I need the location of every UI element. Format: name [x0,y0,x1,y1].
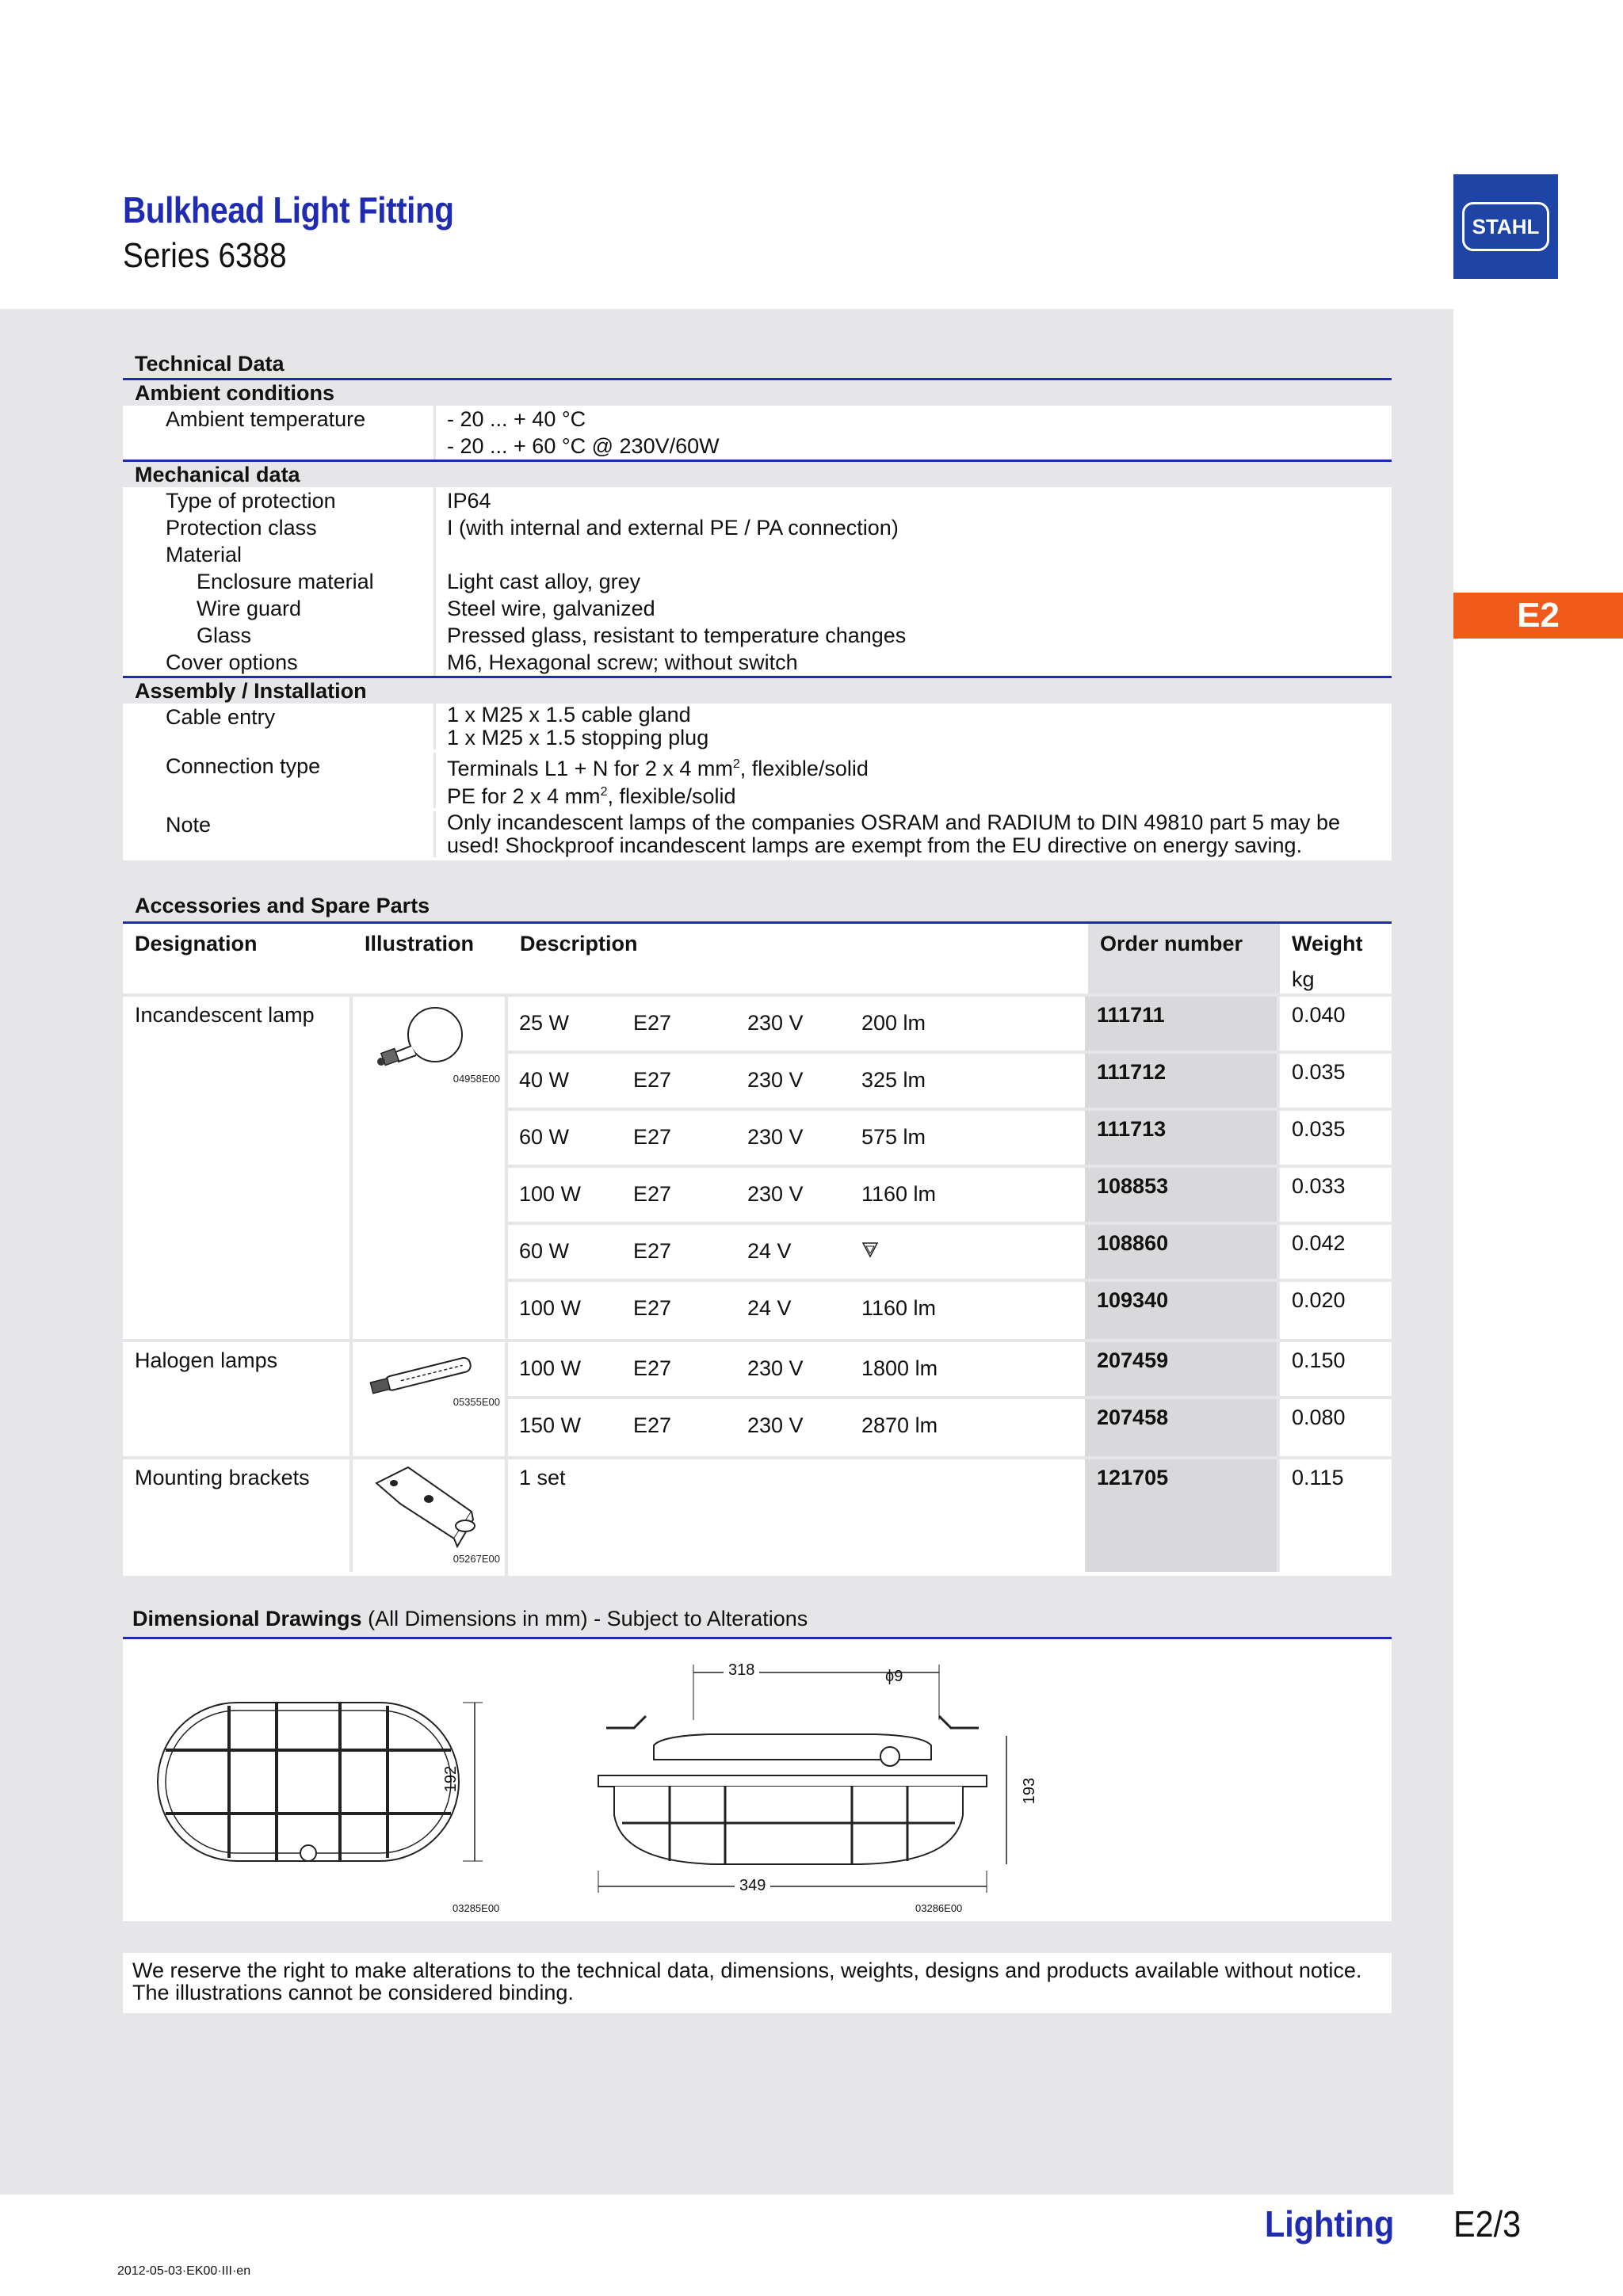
group-heading: Assembly / Installation [123,678,1392,704]
stahl-logo-text: STAHL [1462,202,1549,251]
group-rows [508,997,1392,1339]
data-row: Wire guard Steel wire, galvanized [123,595,1392,622]
dimensional-drawings [123,1639,1392,1921]
data-row: Protection class I (with internal and external PE / PA connection) [123,514,1392,541]
side-view-drawing-icon [590,1657,1066,1894]
side-height-label: 193 [1021,1777,1039,1805]
side-code: 03286E00 [915,1902,963,1914]
data-row: Glass Pressed glass, resistant to temperature changes [123,622,1392,649]
data-row: Ambient temperature - 20 ... + 40 °C - 20 ... + 60 °C @ 230V/60W [123,406,1392,460]
data-row: Note Only incandescent lamps of the companies OSRAM and RADIUM to DIN 49810 part 5 may be used! Shockproof incandescent lamps are exempt from the EU directive on energy saving. [123,811,1392,860]
disclaimer-notice: We reserve the right to make alterations to the technical data, dimensions, weights, designs and products available without notice. The illustrations cannot be considered binding. [123,1953,1392,2013]
col-weight: Weight kg [1292,932,1363,991]
data-row: Cable entry 1 x M25 x 1.5 cable gland 1 x M25 x 1.5 stopping plug [123,704,1392,753]
group-rows [508,1459,1392,1576]
accessories-table [123,924,1392,1576]
front-view-drawing-icon [142,1687,522,1869]
table-row: 100 W E27 230 V 1800 lm 207459 0.150 [508,1342,1392,1399]
table-row: 100 W E27 230 V 1160 lm 108853 0.033 [508,1168,1392,1225]
document-code: 2012-05-03·EK00·III·en [117,2264,251,2278]
table-row: 1 set 121705 0.115 [508,1459,1392,1572]
col-illustration: Illustration [365,932,475,955]
section-tab: E2 [1453,593,1623,639]
table-row: 25 W E27 230 V 200 lm 111711 0.040 [508,997,1392,1054]
technical-data-title: Technical Data [135,352,285,376]
table-row: 100 W E27 24 V 1160 lm 109340 0.020 [508,1282,1392,1339]
col-designation: Designation [135,932,258,955]
side-width-top-label: 318 [724,1661,759,1680]
illustration-halogen-lamp [353,1342,508,1456]
stahl-logo [1453,174,1558,279]
technical-data-table [123,380,1392,860]
front-height-label: 192 [442,1765,460,1793]
accessories-section-title-wrap [123,894,1392,924]
accessories-title: Accessories and Spare Parts [135,894,430,917]
group-name: Halogen lamps [123,1342,353,1456]
group-incandescent [123,997,1392,1342]
table-header [123,924,1392,997]
group-heading: Ambient conditions [123,380,1392,406]
group-mounting [123,1459,1392,1576]
data-row: Cover options M6, Hexagonal screw; without switch [123,649,1392,676]
table-row: 60 W E27 230 V 575 lm 111713 0.035 [508,1111,1392,1168]
side-width-bottom-label: 349 [735,1877,770,1895]
illustration-mounting-brackets [353,1459,508,1576]
data-row: Connection type Terminals L1 + N for 2 x 4 $mm^2$, flexible/solid PE for 2 x 4 $mm^2$, flexible/solid [123,753,1392,811]
table-row: 40 W E27 230 V 325 lm 111712 0.035 [508,1054,1392,1111]
data-row: Enclosure material Light cast alloy, grey [123,568,1392,595]
illustration-code: 05355E00 [453,1396,500,1408]
footer-section: Lighting [1265,2203,1395,2245]
group-name: Incandescent lamp [123,997,353,1339]
page-number: E2/3 [1453,2203,1522,2245]
illustration-code: 05267E00 [453,1553,500,1565]
group-halogen [123,1342,1392,1459]
front-code: 03285E00 [453,1902,500,1914]
group-name: Mounting brackets [123,1459,353,1572]
table-row: 150 W E27 230 V 2870 lm 207458 0.080 [508,1399,1392,1456]
side-hole-label: ϕ9 [885,1668,903,1685]
col-description: Description [520,932,638,955]
illustration-code: 04958E00 [453,1073,500,1085]
technical-data-section [123,352,1392,860]
group-heading: Mechanical data [123,462,1392,487]
page-title: Bulkhead Light Fitting [123,189,454,231]
data-row: Type of protection IP64 [123,487,1392,514]
col-order-number: Order number [1088,924,1280,994]
triangle-icon [861,1239,879,1279]
illustration-incandescent-lamp [353,997,508,1339]
page-subtitle: Series 6388 [123,236,287,275]
table-row: 60 W E27 24 V 108860 0.042 [508,1225,1392,1282]
dimensions-title: Dimensional Drawings (All Dimensions in mm) - Subject to Alterations [132,1607,808,1630]
group-rows [508,1342,1392,1456]
data-row: Material [123,541,1392,568]
